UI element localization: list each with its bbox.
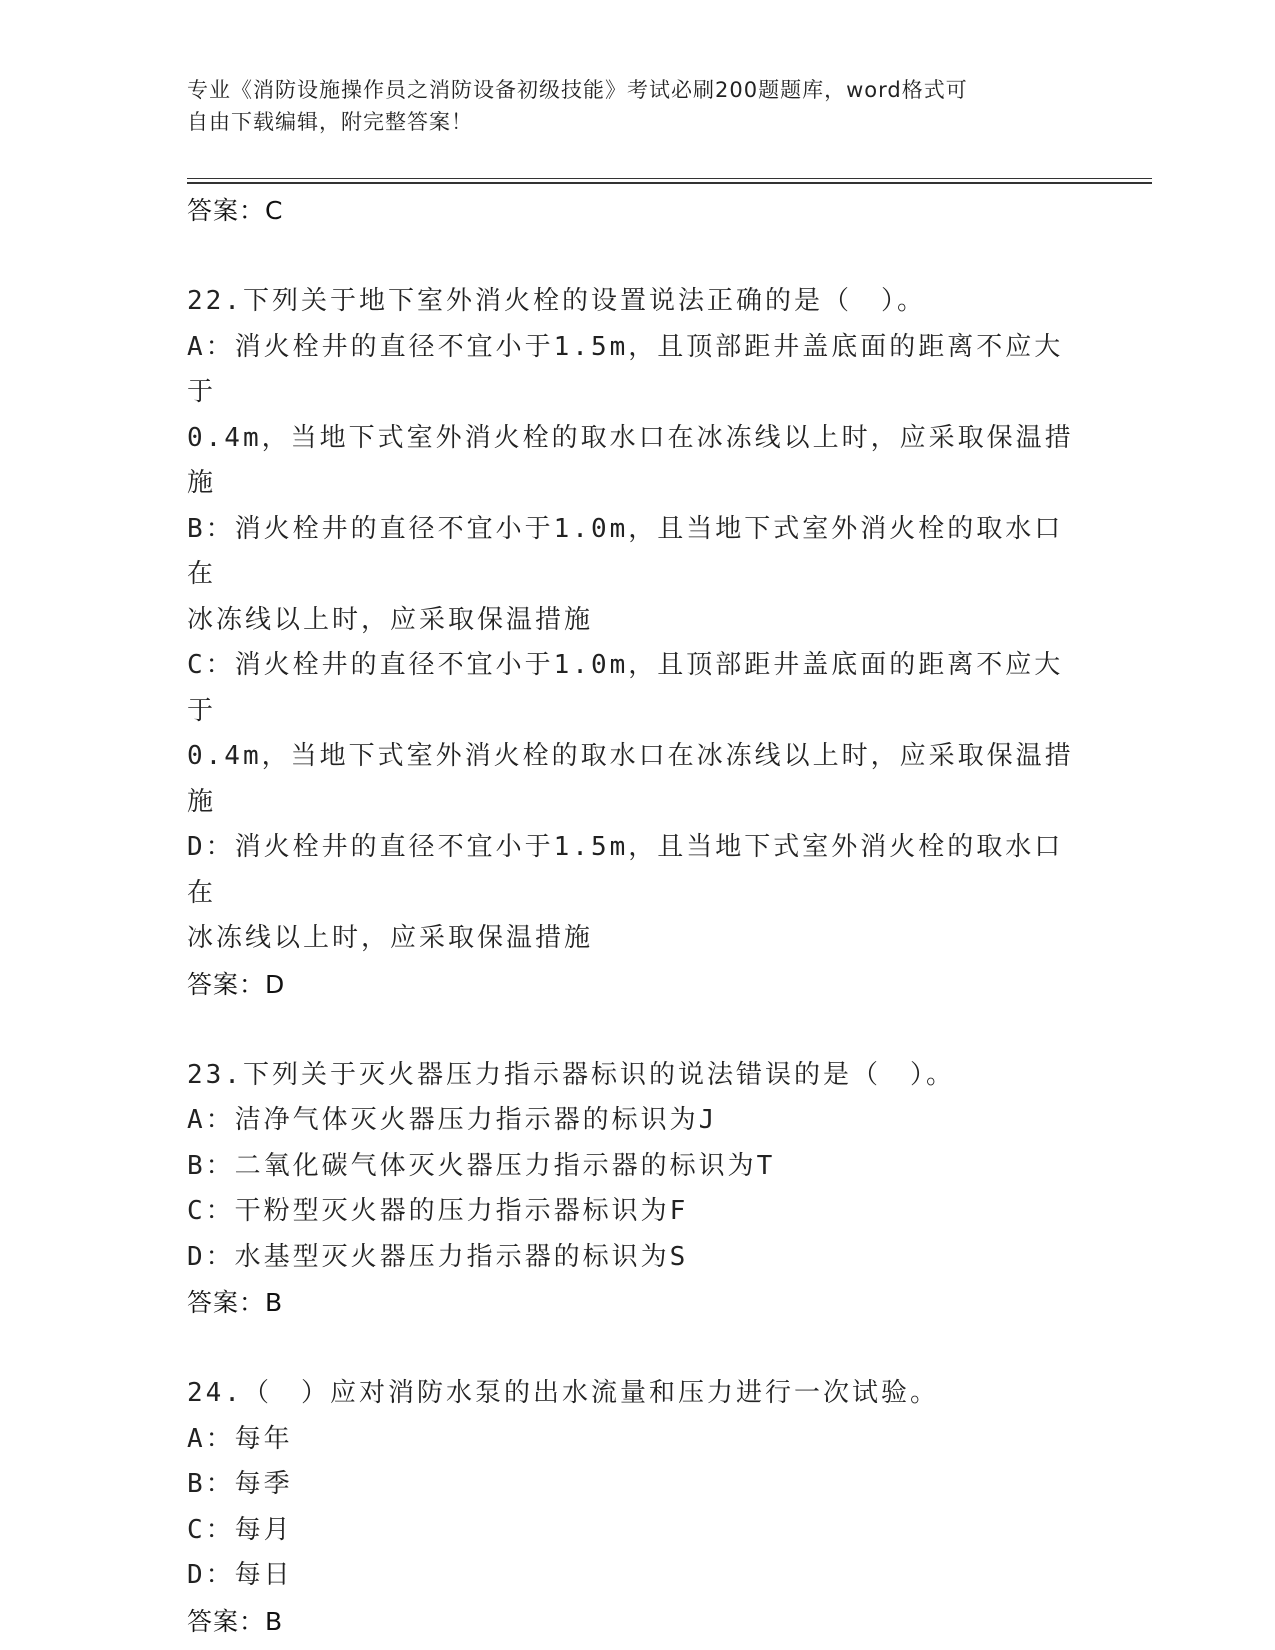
q24-option-c: C：每月 [187,1514,293,1545]
spacer [187,1008,1087,1053]
spacer [187,1326,1087,1371]
q22-option-a-line-1: A：消火栓井的直径不宜小于1.5m，且顶部距井盖底面的距离不应大于 [187,331,1064,407]
q24-option-b: B：每季 [187,1469,293,1499]
q23-stem: 23.下列关于灭火器压力指示器标识的说法错误的是（ ）。 [187,1059,955,1090]
q22-option-a-line-2: 0.4m，当地下式室外消火栓的取水口在冰冻线以上时，应采取保温措 [187,422,1074,453]
q22-option-c-line-1: C：消火栓井的直径不宜小于1.0m，且顶部距井盖底面的距离不应大于 [187,650,1064,726]
header-line-2: 自由下载编辑，附完整答案！ [187,110,473,134]
question-24 [187,1371,1087,1645]
q22-option-b-line-2: 冰冻线以上时，应采取保温措施 [187,604,594,635]
q24-option-d: D：每日 [187,1560,293,1590]
header-divider-thick [187,182,1152,184]
q22-option-d-line-2: 冰冻线以上时，应采取保温措施 [187,923,594,953]
q23-option-a: A：洁净气体灭火器压力指示器的标识为J [187,1105,718,1135]
document-header [187,74,1087,138]
header-line-1: 专业《消防设施操作员之消防设备初级技能》考试必刷200题题库，word格式可 [187,78,968,102]
question-22 [187,279,1087,1008]
q22-answer: 答案：D [187,969,286,999]
q23-option-b: B：二氧化碳气体灭火器压力指示器的标识为T [187,1150,776,1181]
q22-option-c-line-3: 施 [187,786,217,817]
q23-answer: 答案：B [187,1288,284,1317]
q21-answer: 答案：C [187,196,284,225]
q24-answer: 答案：B [187,1606,284,1636]
header-divider-thin [187,178,1152,179]
q23-option-d: D：水基型灭火器压力指示器的标识为S [187,1241,689,1272]
q22-option-d-line-1: D：消火栓井的直径不宜小于1.5m，且当地下式室外消火栓的取水口在 [187,832,1064,908]
q23-option-c: C：干粉型灭火器的压力指示器标识为F [187,1196,689,1226]
spacer [187,234,1087,279]
q22-option-a-line-3: 施 [187,468,217,498]
q22-option-c-line-2: 0.4m，当地下式室外消火栓的取水口在冰冻线以上时，应采取保温措 [187,741,1074,771]
q22-stem: 22.下列关于地下室外消火栓的设置说法正确的是（ ）。 [187,286,926,316]
q24-option-a: A：每年 [187,1423,293,1454]
question-23 [187,1053,1087,1327]
q22-option-b-line-1: B：消火栓井的直径不宜小于1.0m，且当地下式室外消火栓的取水口在 [187,513,1064,589]
q24-stem: 24.（ ）应对消防水泵的出水流量和压力进行一次试验。 [187,1378,939,1408]
document-body [187,188,1087,1645]
